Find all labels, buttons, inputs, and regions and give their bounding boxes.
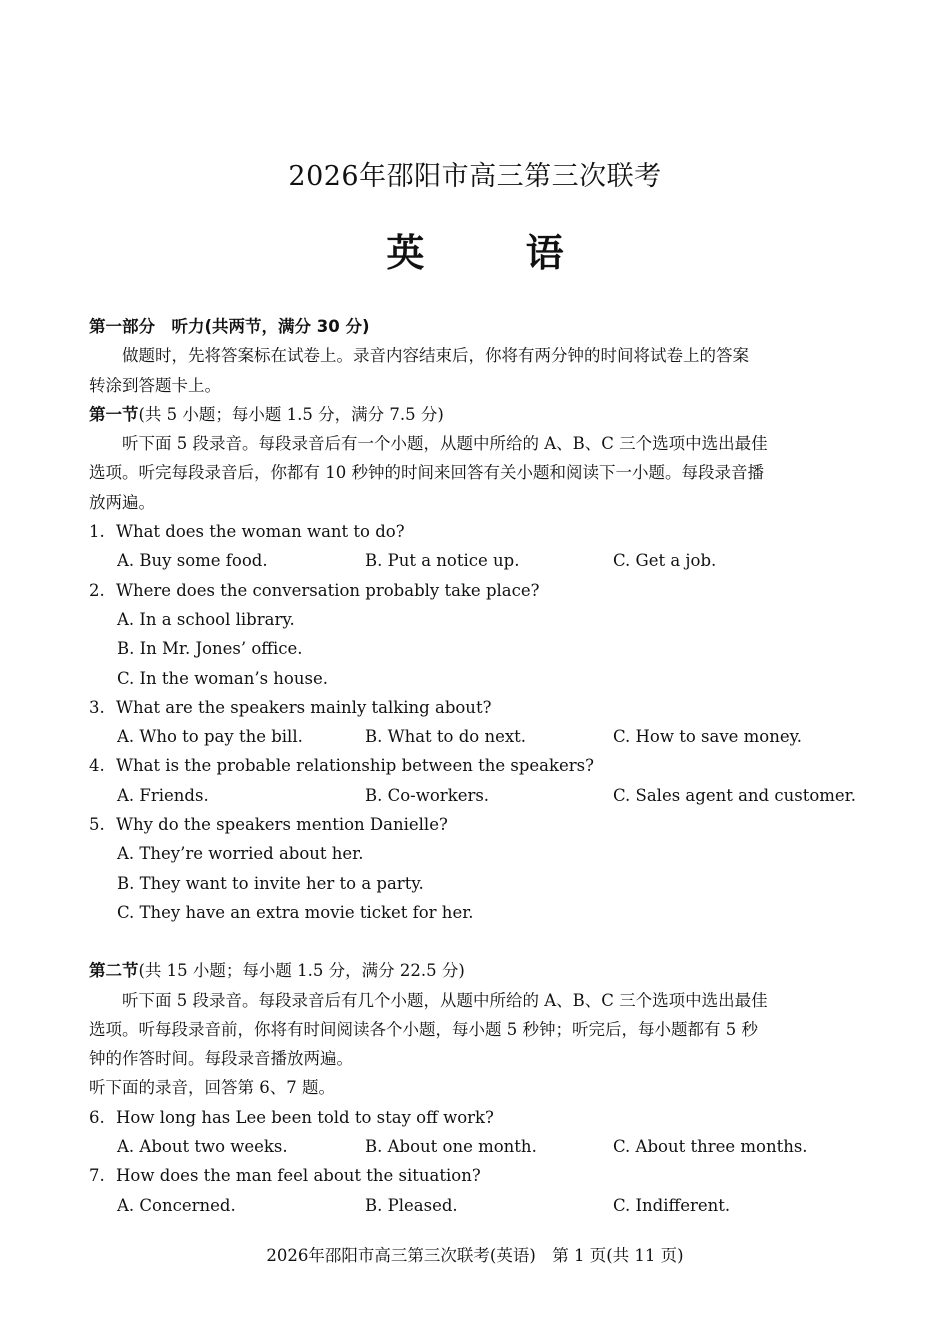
option-b: B. They want to invite her to a party. bbox=[117, 873, 424, 893]
question-number: 3. bbox=[89, 697, 105, 717]
question-text: What does the woman want to do? bbox=[116, 522, 405, 542]
section1-intro-line3: 放两遍。 bbox=[89, 492, 155, 512]
group-instruction: 听下面的录音，回答第 6、7 题。 bbox=[89, 1078, 335, 1098]
exam-content bbox=[89, 312, 863, 1220]
section1-heading-detail: (共 5 小题；每小题 1.5 分，满分 7.5 分) bbox=[138, 404, 444, 424]
question-4-options bbox=[89, 781, 863, 810]
option-b: B. What to do next. bbox=[365, 727, 527, 747]
option-a: A. Buy some food. bbox=[117, 551, 268, 571]
question-number: 4. bbox=[89, 756, 105, 776]
question-text: What is the probable relationship between the speakers? bbox=[116, 756, 594, 776]
question-number: 7. bbox=[89, 1166, 105, 1186]
option-a: A. About two weeks. bbox=[117, 1137, 288, 1157]
option-b: B. Pleased. bbox=[365, 1195, 458, 1215]
question-6-options bbox=[89, 1132, 863, 1161]
section2-heading bbox=[89, 956, 863, 985]
question-number: 1. bbox=[89, 522, 105, 542]
question-3-options bbox=[89, 722, 863, 751]
question-5 bbox=[89, 810, 863, 839]
question-text: How does the man feel about the situation? bbox=[116, 1166, 481, 1186]
page-footer: 2026年邵阳市高三第三次联考(英语) 第 1 页(共 11 页) bbox=[266, 1246, 684, 1265]
question-text: Why do the speakers mention Danielle? bbox=[116, 815, 448, 835]
question-7 bbox=[89, 1161, 863, 1190]
question-7-options bbox=[89, 1191, 863, 1220]
option-c: C. Indifferent. bbox=[613, 1195, 731, 1215]
question-number: 2. bbox=[89, 580, 105, 600]
option-c: C. How to save money. bbox=[613, 727, 803, 747]
question-number: 5. bbox=[89, 815, 105, 835]
question-1 bbox=[89, 517, 863, 546]
question-text: How long has Lee been told to stay off work? bbox=[116, 1107, 494, 1127]
option-c: C. About three months. bbox=[613, 1137, 808, 1157]
section2-heading-detail: (共 15 小题；每小题 1.5 分，满分 22.5 分) bbox=[138, 961, 465, 981]
section2-heading-label: 第二节 bbox=[89, 961, 139, 981]
option-a: A. Friends. bbox=[117, 785, 209, 805]
question-text: Where does the conversation probably take place? bbox=[116, 580, 540, 600]
section2-intro-line1: 听下面 5 段录音。每段录音后有几个小题，从题中所给的 A、B、C 三个选项中选出最佳 bbox=[122, 990, 768, 1010]
question-3 bbox=[89, 693, 863, 722]
question-number: 6. bbox=[89, 1107, 105, 1127]
option-c: C. They have an extra movie ticket for her. bbox=[117, 902, 474, 922]
option-c: C. Sales agent and customer. bbox=[613, 785, 856, 805]
section1-intro-line1: 听下面 5 段录音。每段录音后有一个小题，从题中所给的 A、B、C 三个选项中选出最佳 bbox=[122, 434, 768, 454]
question-6 bbox=[89, 1103, 863, 1132]
option-b: B. Co-workers. bbox=[365, 785, 490, 805]
option-c: C. In the woman’s house. bbox=[117, 668, 328, 688]
part1-instruction-line2: 转涂到答题卡上。 bbox=[89, 375, 221, 395]
option-b: B. About one month. bbox=[365, 1137, 537, 1157]
option-b: B. Put a notice up. bbox=[365, 551, 520, 571]
section1-heading bbox=[89, 400, 863, 429]
option-a: A. Concerned. bbox=[117, 1195, 236, 1215]
option-a: A. Who to pay the bill. bbox=[117, 727, 303, 747]
section2-intro-line3: 钟的作答时间。每段录音播放两遍。 bbox=[89, 1049, 353, 1069]
section-gap bbox=[89, 927, 863, 956]
question-2 bbox=[89, 576, 863, 605]
option-a: A. They’re worried about her. bbox=[117, 844, 364, 864]
question-4 bbox=[89, 751, 863, 780]
option-a: A. In a school library. bbox=[117, 609, 295, 629]
question-text: What are the speakers mainly talking about? bbox=[116, 697, 492, 717]
section1-heading-label: 第一节 bbox=[89, 404, 139, 424]
exam-title: 2026年邵阳市高三第三次联考 bbox=[288, 161, 662, 192]
section1-intro-line2: 选项。听完每段录音后，你都有 10 秒钟的时间来回答有关小题和阅读下一小题。每段录音播 bbox=[89, 463, 764, 483]
option-c: C. Get a job. bbox=[613, 551, 717, 571]
section2-intro-line2: 选项。听每段录音前，你将有时间阅读各个小题，每小题 5 秒钟；听完后，每小题都有 5 秒 bbox=[89, 1019, 758, 1039]
question-1-options bbox=[89, 546, 863, 575]
option-b: B. In Mr. Jones’ office. bbox=[117, 639, 303, 659]
part1-instruction-line1: 做题时，先将答案标在试卷上。录音内容结束后，你将有两分钟的时间将试卷上的答案 bbox=[122, 346, 749, 366]
part1-heading: 第一部分 听力(共两节，满分 30 分) bbox=[89, 317, 370, 336]
subject-title: 英 语 bbox=[386, 230, 608, 275]
